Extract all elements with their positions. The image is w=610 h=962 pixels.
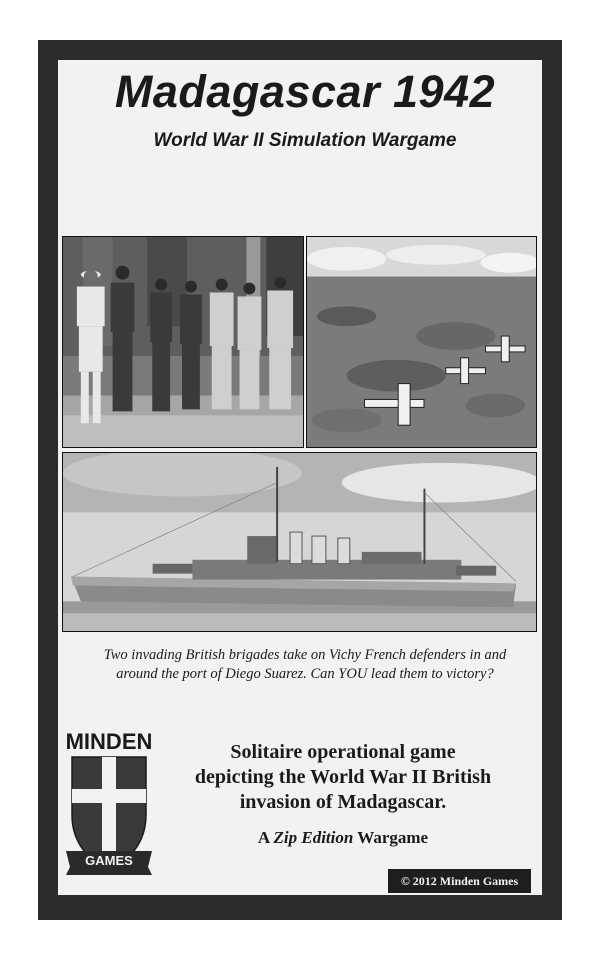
edition-suffix: Wargame <box>353 828 429 847</box>
game-title: Madagascar 1942 <box>114 66 496 117</box>
logo-bottom-text: GAMES <box>85 853 133 868</box>
game-subtitle: World War II Simulation Wargame <box>153 130 457 151</box>
cover-caption <box>0 646 610 684</box>
copyright-badge: © 2012 Minden Games <box>388 869 531 893</box>
caption-line: Two invading British brigades take on Vichy French defenders in and <box>103 647 507 663</box>
warship-photo <box>62 452 537 632</box>
edition-line <box>168 828 518 848</box>
description-line: Solitaire operational game <box>230 741 456 763</box>
minden-games-logo <box>64 729 154 877</box>
caption-line: around the port of Diego Suarez. Can YOU lead them to victory? <box>116 666 494 682</box>
description-line: depicting the World War II British <box>194 766 492 788</box>
soldiers-photo <box>62 236 304 448</box>
game-description <box>168 740 518 815</box>
edition-prefix: A <box>257 828 274 847</box>
aircraft-photo <box>306 236 537 448</box>
description-line: invasion of Madagascar. <box>239 791 447 813</box>
logo-top-text: MINDEN <box>65 729 153 754</box>
edition-name: Zip Edition <box>273 828 354 847</box>
